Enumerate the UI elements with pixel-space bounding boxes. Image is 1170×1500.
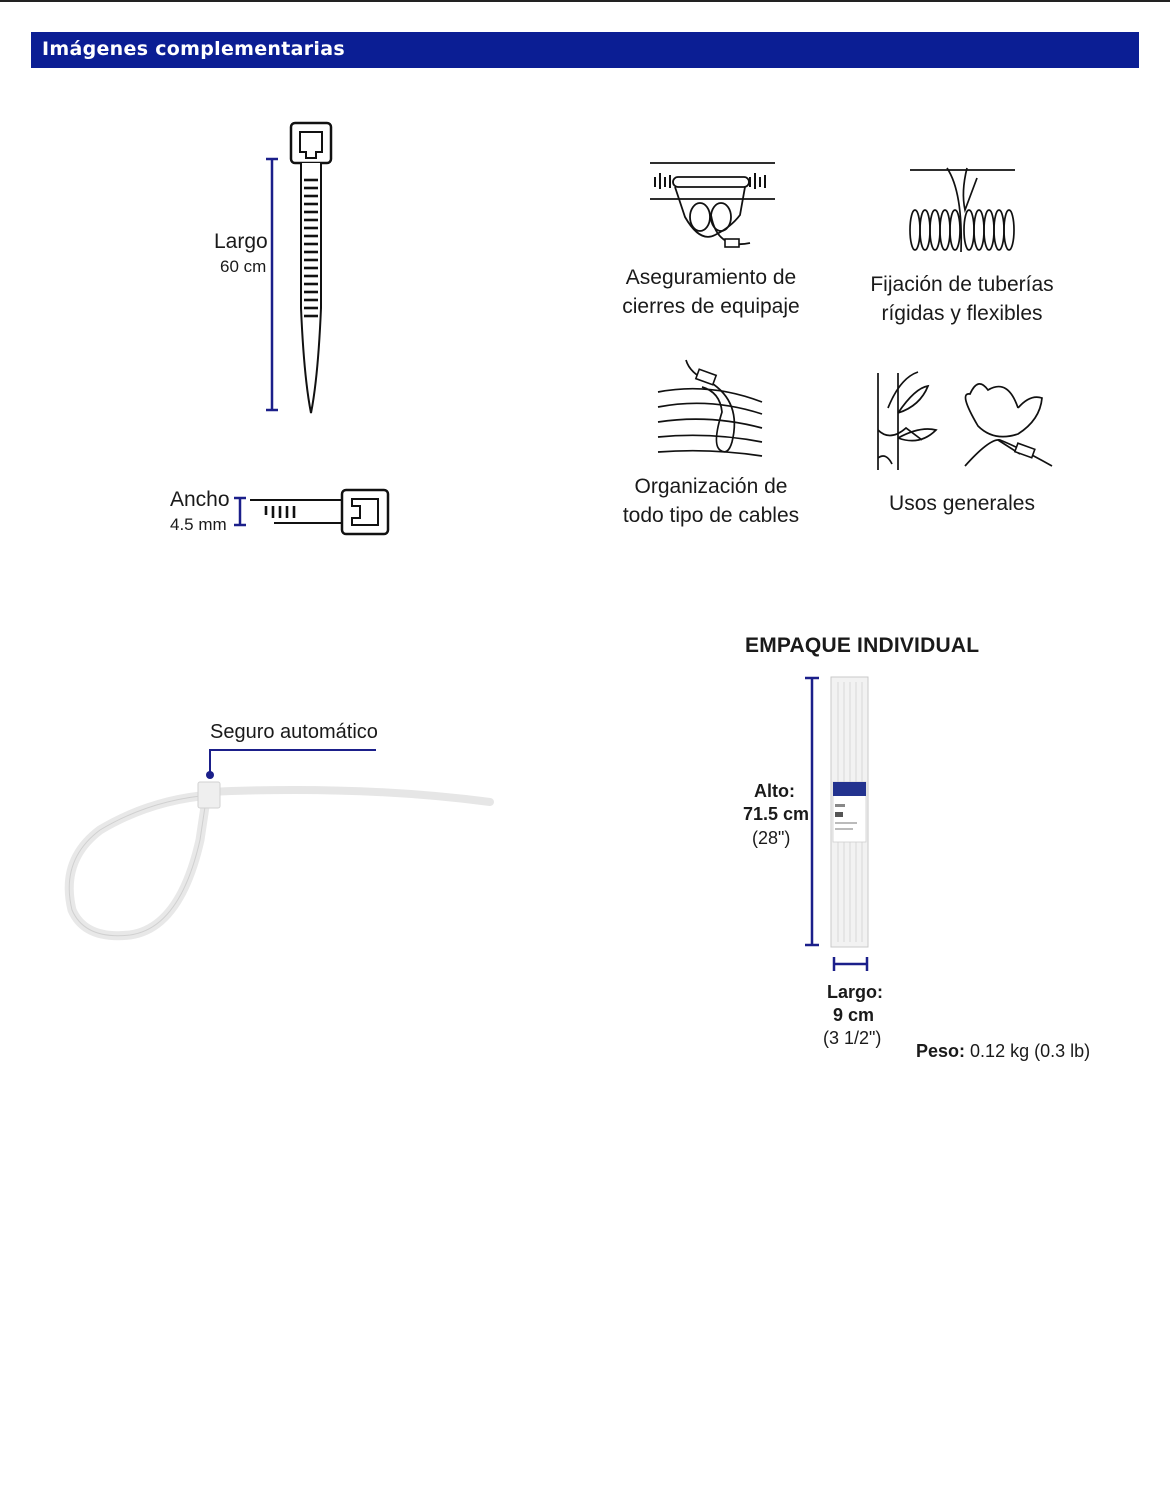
use-caption-pipes: Fijación de tuberías rígidas y flexibles — [870, 273, 1054, 325]
luggage-zipper-icon — [645, 155, 785, 255]
top-rule — [0, 0, 1170, 2]
length-label: Largo — [214, 230, 268, 253]
cable-tie-drawing — [240, 118, 640, 438]
looped-cable-tie — [60, 760, 540, 960]
package-height-value: 71.5 cm — [743, 804, 810, 824]
cable-tie-head-drawing — [230, 485, 410, 545]
package-title: EMPAQUE INDIVIDUAL — [745, 634, 980, 657]
package-weight-value: 0.12 kg (0.3 lb) — [970, 1041, 1091, 1061]
section-title: Imágenes complementarias — [42, 38, 345, 60]
package-height-label: Alto: — [754, 781, 795, 801]
use-caption-cables: Organización de todo tipo de cables — [622, 475, 800, 527]
package-height-inches: (28") — [752, 828, 791, 848]
width-value: 4.5 mm — [170, 515, 227, 534]
pipe-tie-icon — [905, 162, 1025, 262]
general-use-icon — [870, 368, 1060, 478]
use-caption-general: Usos generales — [889, 492, 1035, 515]
package-weight-label: Peso: — [916, 1041, 966, 1061]
width-label: Ancho — [170, 488, 230, 511]
lock-label: Seguro automático — [210, 721, 378, 743]
package-length-value: 9 cm — [833, 1005, 875, 1025]
package-length-label: Largo: — [827, 982, 883, 1002]
cable-bundle-icon — [650, 352, 780, 462]
package-weight — [916, 1041, 1090, 1062]
package-image — [800, 672, 890, 972]
section-header — [31, 32, 1139, 68]
length-value: 60 cm — [220, 257, 267, 276]
package-length-inches: (3 1/2") — [823, 1028, 882, 1048]
use-caption-luggage: Aseguramiento de cierres de equipaje — [622, 266, 800, 318]
